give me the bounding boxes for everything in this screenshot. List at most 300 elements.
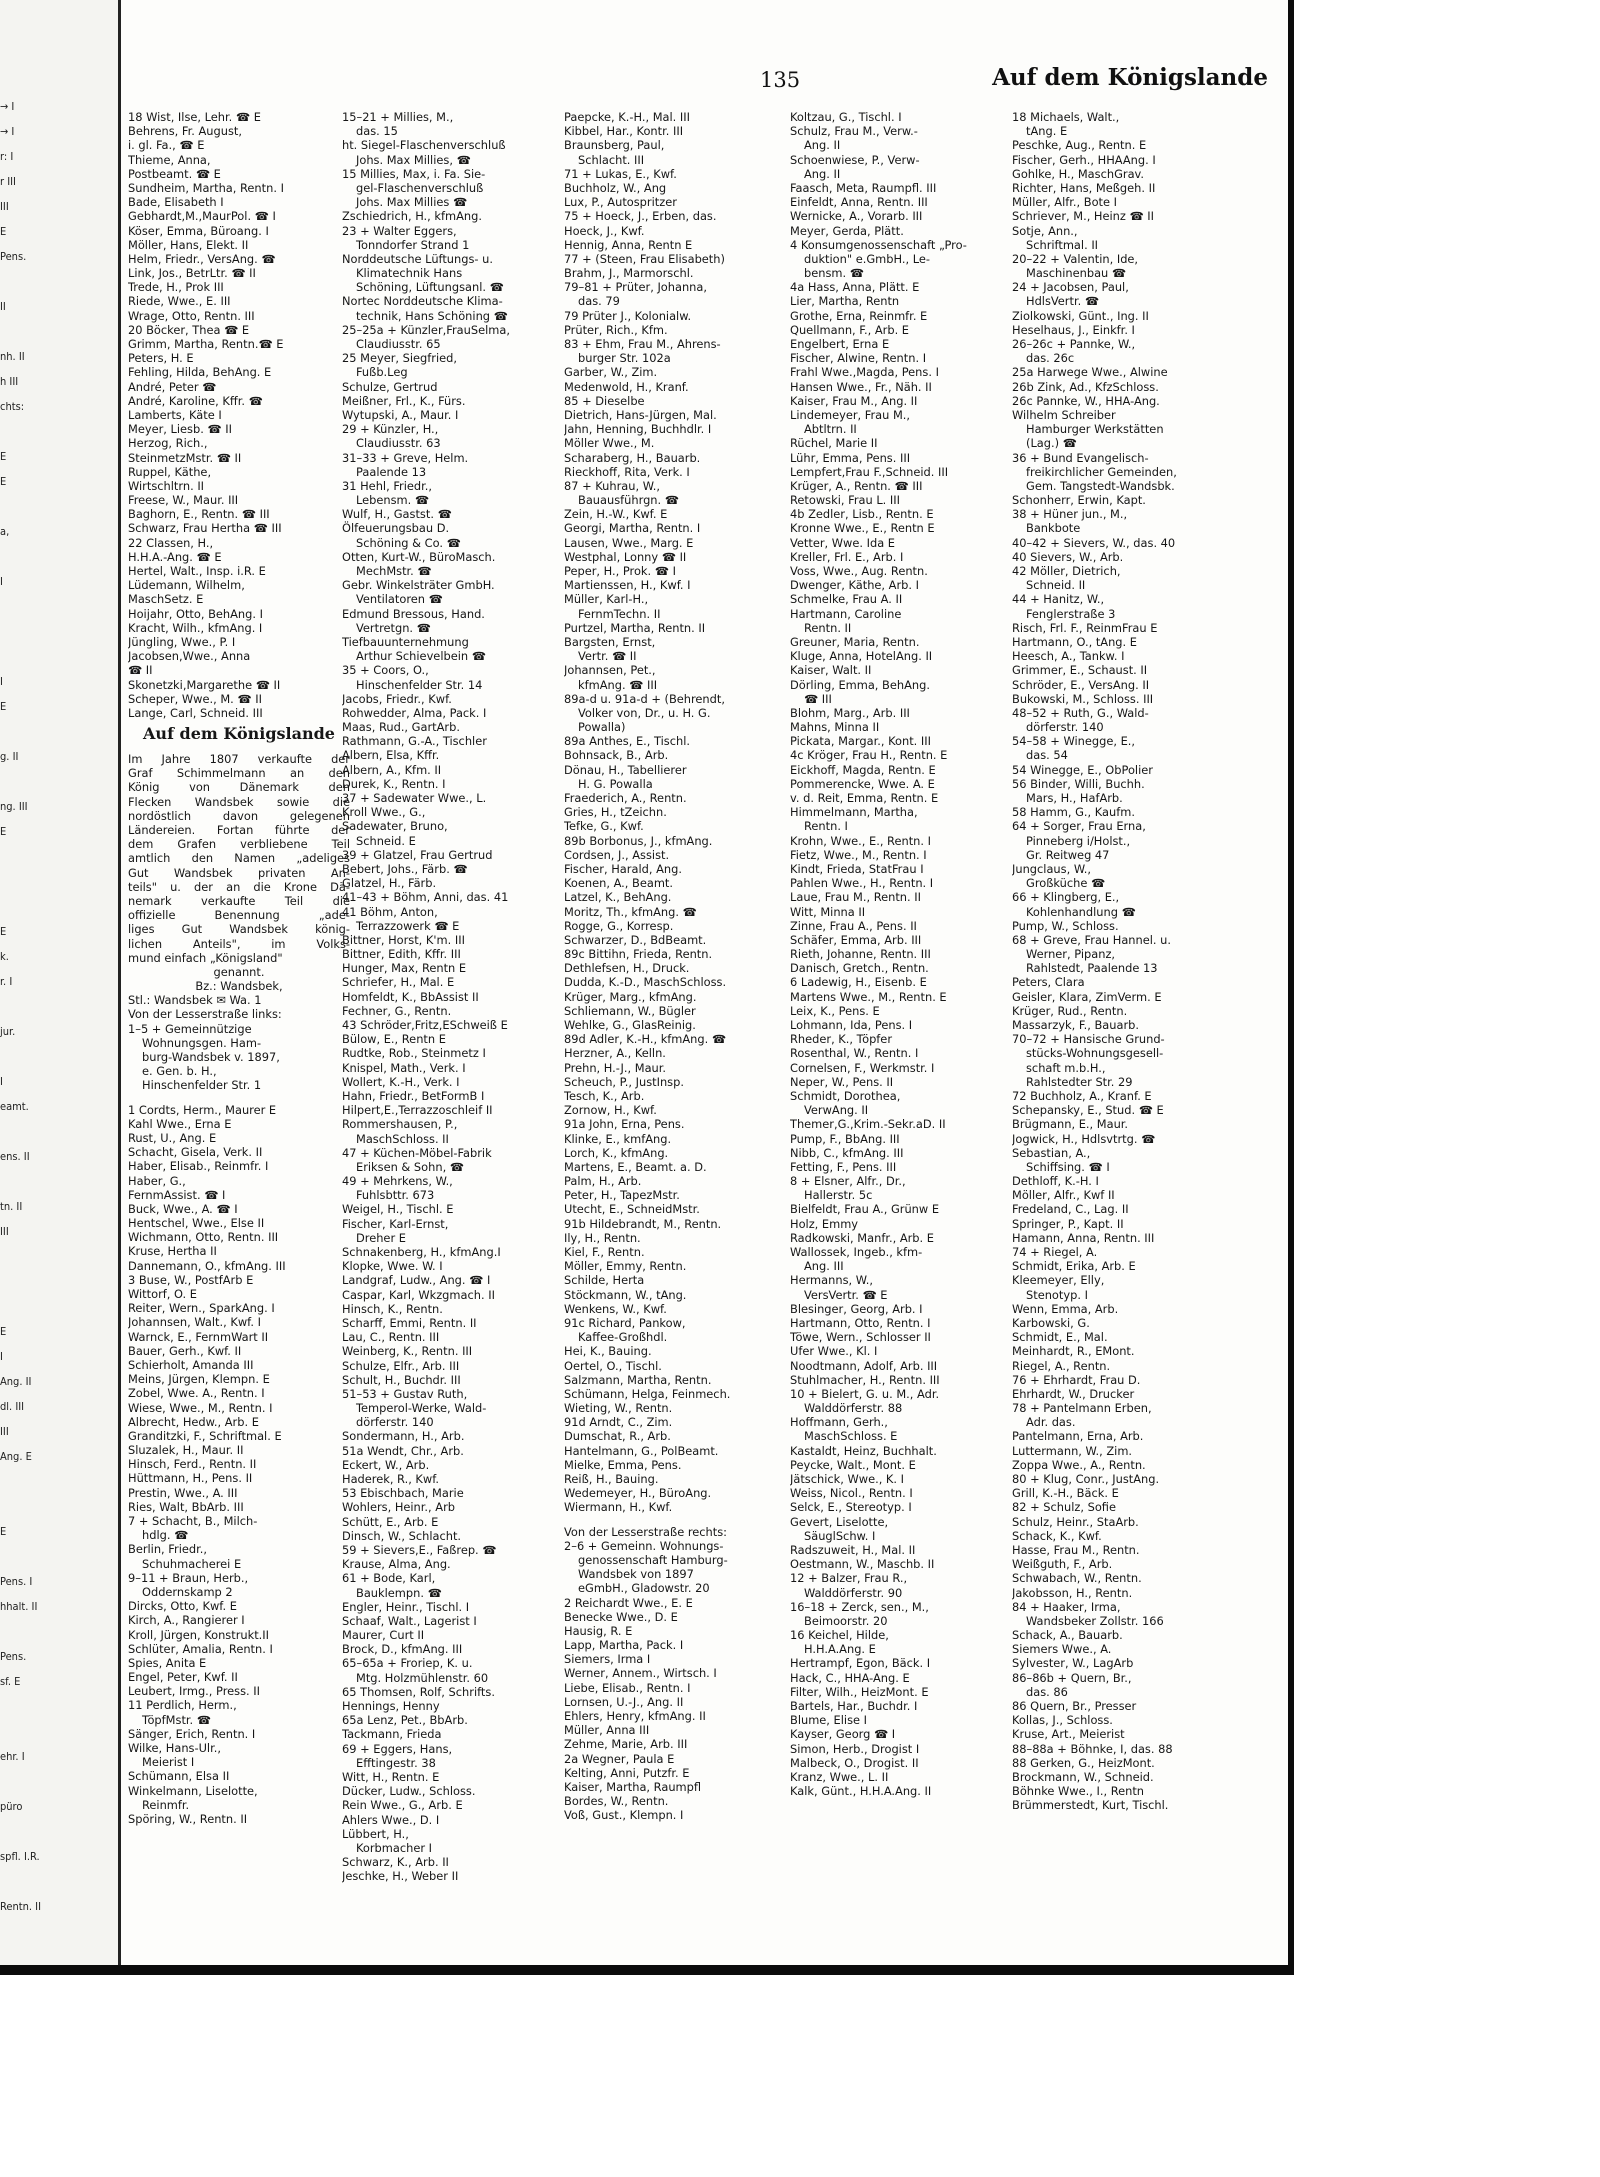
directory-entry: Hahn, Friedr., BetFormB I <box>342 1088 485 1103</box>
directory-entry: Meierist I <box>142 1755 195 1770</box>
directory-entry: Jüngling, Wwe., P. I <box>128 634 236 649</box>
directory-entry: Schulz, Frau M., Verw.- <box>790 124 918 139</box>
directory-entry: Schepansky, E., Stud. ☎ E <box>1012 1103 1164 1118</box>
directory-entry: Maas, Rud., GartArb. <box>342 720 460 735</box>
directory-entry: 54–58 + Winegge, E., <box>1012 734 1136 749</box>
margin-fragment: h III <box>0 375 19 388</box>
directory-entry: Wilhelm Schreiber <box>1012 407 1116 422</box>
directory-entry: nemark verkaufte Teil die <box>128 893 350 908</box>
margin-fragment: → I <box>0 100 15 113</box>
directory-entry: Wirtschltrn. II <box>128 478 205 493</box>
directory-entry: 53 Ebischbach, Marie <box>342 1486 464 1501</box>
directory-entry: Jätschick, Wwe., K. I <box>790 1472 905 1486</box>
directory-entry: Weigel, H., Tischl. E <box>342 1202 454 1217</box>
directory-entry: Hantelmann, G., PolBeamt. <box>564 1443 719 1458</box>
directory-entry: Blesinger, Georg, Arb. I <box>790 1301 923 1316</box>
directory-entry: Bankbote <box>1026 521 1081 536</box>
directory-entry: Holz, Emmy <box>790 1216 859 1231</box>
directory-entry: offizielle Benennung „ade- <box>128 908 350 923</box>
directory-entry: André, Peter ☎ <box>128 379 217 394</box>
directory-entry: v. d. Reit, Emma, Rentn. E <box>790 791 939 805</box>
directory-entry: Klimatechnik Hans <box>356 266 463 281</box>
directory-entry: Zschiedrich, H., kfmAng. <box>342 209 482 224</box>
directory-entry: Fischer, Alwine, Rentn. I <box>790 351 927 366</box>
directory-entry: Medenwold, H., Kranf. <box>564 379 689 394</box>
directory-entry: Kaiser, Martha, Raumpfl <box>564 1779 702 1794</box>
directory-entry: VersVertr. ☎ E <box>804 1287 888 1302</box>
column-1 <box>128 110 350 1826</box>
directory-entry: amtlich den Namen „adeliges <box>128 851 350 866</box>
directory-entry: Ahlers Wwe., D. I <box>342 1812 440 1827</box>
directory-entry: Simon, Herb., Drogist I <box>790 1741 920 1756</box>
directory-entry: Richter, Hans, Meßgeh. II <box>1012 180 1156 195</box>
margin-fragment: ehr. I <box>0 1750 25 1763</box>
directory-entry: Lamberts, Käte I <box>128 407 222 422</box>
directory-entry: 91c Richard, Pankow, <box>564 1315 686 1330</box>
directory-entry: Riede, Wwe., E. III <box>128 294 231 309</box>
directory-entry: Hennig, Anna, Rentn E <box>564 237 693 252</box>
directory-entry: 61 + Bode, Karl, <box>342 1571 436 1586</box>
directory-entry: 7 + Schacht, B., Milch- <box>128 1514 258 1528</box>
directory-entry: Mtg. Holzmühlenstr. 60 <box>356 1670 489 1685</box>
directory-entry: Krüger, A., Rentn. ☎ III <box>790 478 923 493</box>
directory-entry: Krause, Alma, Ang. <box>342 1557 451 1572</box>
directory-entry: 22 Classen, H., <box>128 535 214 550</box>
directory-entry: Sebastian, A., <box>1012 1145 1091 1160</box>
directory-entry: Massarzyk, F., Bauarb. <box>1012 1018 1140 1032</box>
directory-entry: 20 Böcker, Thea ☎ E <box>128 322 250 337</box>
directory-entry: Fischer, Gerh., HHAAng. I <box>1012 152 1156 167</box>
directory-entry: 83 + Ehm, Frau M., Ahrens- <box>564 337 721 351</box>
directory-entry: Jogwick, H., Hdlsvtrtg. ☎ <box>1012 1131 1156 1146</box>
directory-entry: Brügmann, E., Maur. <box>1012 1117 1129 1132</box>
directory-entry: 88 Gerken, G., HeizMont. <box>1012 1755 1155 1770</box>
directory-entry: 18 Wist, Ilse, Lehr. ☎ E <box>128 110 261 124</box>
margin-fragment: k. <box>0 950 9 963</box>
directory-entry: Hartmann, Caroline <box>790 606 902 621</box>
directory-entry: Bade, Elisabeth I <box>128 195 224 210</box>
directory-entry: Johs. Max Millies, ☎ <box>356 152 471 167</box>
directory-entry: 31–33 + Greve, Helm. <box>342 450 469 465</box>
directory-entry: Möller, Alfr., Kwf II <box>1012 1188 1115 1203</box>
section-heading: Auf dem Königslande <box>143 724 335 744</box>
directory-entry: Themer,G.,Krim.-Sekr.aD. II <box>790 1117 946 1132</box>
directory-entry: Martens, E., Beamt. a. D. <box>564 1159 707 1174</box>
directory-entry: 8 + Elsner, Alfr., Dr., <box>790 1174 906 1189</box>
directory-entry: 31 Hehl, Friedr., <box>342 478 433 493</box>
directory-entry: Wenn, Emma, Arb. <box>1012 1301 1119 1316</box>
directory-entry: Dinsch, W., Schlacht. <box>342 1528 462 1543</box>
margin-fragment: tn. II <box>0 1200 23 1213</box>
directory-entry: Krohn, Wwe., E., Rentn. I <box>790 833 931 848</box>
directory-entry: Kollas, J., Schloss. <box>1012 1713 1113 1728</box>
directory-entry: Kirch, A., Rangierer I <box>128 1613 245 1628</box>
margin-fragment: E <box>0 475 7 488</box>
directory-entry: Gohlke, H., MaschGrav. <box>1012 166 1145 181</box>
directory-entry: burg-Wandsbek v. 1897, <box>142 1050 280 1064</box>
directory-entry: Schlacht. III <box>578 152 645 167</box>
directory-entry: Koltzau, G., Tischl. I <box>790 110 902 124</box>
margin-fragment: E <box>0 450 7 463</box>
column-3 <box>564 110 786 1823</box>
directory-entry: Liebe, Elisab., Rentn. I <box>564 1680 691 1695</box>
directory-entry: nordöstlich davon gelegenen <box>128 808 350 823</box>
directory-entry: Faasch, Meta, Raumpfl. III <box>790 180 937 195</box>
directory-entry: Kruse, Art., Meierist <box>1012 1727 1125 1742</box>
margin-fragment: ng. III <box>0 800 28 813</box>
margin-fragment: III <box>0 200 9 213</box>
directory-entry: Tesch, K., Arb. <box>564 1088 645 1103</box>
directory-entry: Dönau, H., Tabellierer <box>564 762 687 777</box>
margin-fragment: II <box>0 300 6 313</box>
directory-entry: FernmAssist. ☎ I <box>128 1187 226 1202</box>
directory-entry: Jeschke, H., Weber II <box>342 1869 459 1884</box>
directory-entry: 44 + Hanitz, W., <box>1012 592 1105 607</box>
directory-entry: Bebert, Johs., Färb. ☎ <box>342 861 468 876</box>
directory-entry: Haber, Elisab., Reinmfr. I <box>128 1159 269 1174</box>
directory-entry: Haderek, R., Kwf. <box>342 1472 440 1486</box>
directory-entry: Ziolkowski, Günt., Ing. II <box>1012 308 1149 323</box>
directory-entry: 3 Buse, W., PostfArb E <box>128 1272 254 1287</box>
directory-entry: Martens Wwe., M., Rentn. E <box>790 989 947 1004</box>
directory-entry: Lange, Carl, Schneid. III <box>128 705 263 720</box>
directory-entry: Schwarz, Frau Hertha ☎ III <box>128 521 282 536</box>
directory-entry: Adr. das. <box>1026 1415 1076 1430</box>
directory-entry: Palm, H., Arb. <box>564 1174 642 1189</box>
directory-entry: Gut Wandsbek privaten An- <box>128 865 350 880</box>
directory-entry: 86–86b + Quern, Br., <box>1012 1670 1132 1685</box>
directory-entry: Zobel, Wwe. A., Rentn. I <box>128 1386 265 1401</box>
directory-entry: Stuhlmacher, H., Rentn. III <box>790 1372 940 1387</box>
directory-entry: Durek, K., Rentn. I <box>342 776 446 791</box>
directory-entry: Schriever, M., Heinz ☎ II <box>1012 209 1155 224</box>
directory-entry: 2a Wegner, Paula E <box>564 1751 675 1766</box>
directory-entry: Schaaf, Walt., Lagerist I <box>342 1613 477 1628</box>
directory-entry: Oestmann, W., Maschb. II <box>790 1557 935 1572</box>
directory-entry: Lornsen, U.-J., Ang. II <box>564 1694 684 1709</box>
directory-entry: Zoppa Wwe., A., Rentn. <box>1012 1457 1146 1472</box>
directory-entry: Latzel, K., BehAng. <box>564 890 672 905</box>
directory-entry: Stenotyp. I <box>1026 1287 1088 1302</box>
directory-entry: Hallerstr. 5c <box>804 1188 873 1203</box>
directory-entry: dörferstr. 140 <box>1026 720 1104 735</box>
margin-fragment: E <box>0 700 7 713</box>
directory-entry: 86 Quern, Br., Presser <box>1012 1699 1137 1713</box>
directory-entry: Peter, H., TapezMstr. <box>564 1188 680 1203</box>
directory-entry: Wandsbeker Zollstr. 166 <box>1026 1613 1164 1628</box>
directory-entry: Schwabach, W., Rentn. <box>1012 1571 1142 1586</box>
directory-entry: H.H.A.-Ang. ☎ E <box>128 549 222 564</box>
directory-entry: genannt. <box>213 964 265 979</box>
directory-entry: Dücker, Ludw., Schloss. <box>342 1784 476 1799</box>
directory-entry: Cornelsen, F., Werkmstr. I <box>790 1060 935 1075</box>
directory-entry: Hamburger Werkstätten <box>1026 422 1164 437</box>
directory-entry: 4c Kröger, Frau H., Rentn. E <box>790 748 948 763</box>
directory-entry: Wrage, Otto, Rentn. III <box>128 308 255 323</box>
directory-entry: Greuner, Maria, Rentn. <box>790 634 920 649</box>
directory-entry: Riegel, A., Rentn. <box>1012 1358 1111 1373</box>
directory-entry: bensm. ☎ <box>804 266 864 281</box>
directory-entry: Buck, Wwe., A. ☎ I <box>128 1201 238 1216</box>
directory-entry: Rheder, K., Töpfer <box>790 1032 893 1047</box>
directory-entry: Westphal, Lonny ☎ II <box>564 549 687 564</box>
directory-entry: Wehlke, G., GlasReinig. <box>564 1018 696 1032</box>
directory-entry: Efftingestr. 38 <box>356 1755 436 1770</box>
directory-entry: 18 Michaels, Walt., <box>1012 110 1120 124</box>
directory-entry: Scharff, Emmi, Rentn. II <box>342 1315 477 1330</box>
directory-entry: Brock, D., kfmAng. III <box>342 1642 463 1657</box>
directory-entry: Möller, Emmy, Rentn. <box>564 1259 687 1274</box>
directory-entry: Bittner, Horst, K'm. III <box>342 932 465 947</box>
previous-page-margin <box>0 0 120 1965</box>
directory-entry: 88–88a + Böhnke, I, das. 88 <box>1012 1741 1173 1756</box>
directory-entry: Braunsberg, Paul, <box>564 138 665 153</box>
directory-entry: Fehling, Hilda, BehAng. E <box>128 365 272 380</box>
directory-entry: 89d Adler, K.-H., kfmAng. ☎ <box>564 1032 727 1047</box>
directory-entry: Benecke Wwe., D. E <box>564 1609 678 1624</box>
directory-entry: Müller, Karl-H., <box>564 592 649 607</box>
directory-entry: 41–43 + Böhm, Anni, das. 41 <box>342 890 509 905</box>
directory-entry: Rommershausen, P., <box>342 1117 458 1132</box>
directory-entry: Dannemann, O., kfmAng. III <box>128 1258 286 1273</box>
directory-entry: 59 + Sievers,E., Faßrep. ☎ <box>342 1542 497 1557</box>
margin-fragment: E <box>0 1525 7 1538</box>
directory-entry: Tackmann, Frieda <box>342 1727 442 1742</box>
directory-entry: Töwe, Wern., Schlosser II <box>790 1330 931 1345</box>
directory-entry: Schöning & Co. ☎ <box>356 535 461 550</box>
directory-entry: Schmidt, E., Mal. <box>1012 1330 1108 1345</box>
directory-entry: Schack, A., Bauarb. <box>1012 1628 1123 1643</box>
directory-entry: Wandsbek von 1897 <box>578 1567 694 1582</box>
directory-entry: Schneid. II <box>1026 578 1086 593</box>
directory-entry: Norddeutsche Lüftungs- u. <box>342 251 493 266</box>
directory-entry: Hinsch, K., Rentn. <box>342 1301 443 1316</box>
directory-entry: Oddernskamp 2 <box>142 1584 233 1599</box>
directory-entry: 65–65a + Froriep, K. u. <box>342 1656 473 1671</box>
directory-entry: Paalende 13 <box>356 464 427 479</box>
directory-entry: Ländereien. Fortan führte der <box>128 823 350 837</box>
directory-entry: Ries, Walt, BbArb. III <box>128 1499 244 1514</box>
directory-entry: 6 Ladewig, H., Eisenb. E <box>790 975 927 990</box>
directory-entry: Dwenger, Käthe, Arb. I <box>790 578 919 593</box>
directory-entry: 56 Binder, Willi, Buchh. <box>1012 776 1145 791</box>
directory-entry: Prestin, Wwe., A. III <box>128 1485 238 1500</box>
directory-entry: Lübbert, H., <box>342 1826 409 1841</box>
directory-entry: 40 Sievers, W., Arb. <box>1012 549 1124 564</box>
directory-entry: Lempfert,Frau F.,Schneid. III <box>790 464 949 479</box>
directory-entry: Wytupski, A., Maur. I <box>342 407 459 422</box>
directory-entry: Hinschenfelder Str. 14 <box>356 677 483 692</box>
directory-entry: Schacht, Gisela, Verk. II <box>128 1145 263 1160</box>
directory-entry: 24 + Jacobsen, Paul, <box>1012 280 1129 295</box>
directory-entry: Hei, K., Bauing. <box>564 1344 652 1359</box>
directory-entry: Schmidt, Erika, Arb. E <box>1012 1259 1136 1274</box>
directory-entry: Dudda, K.-D., MaschSchloss. <box>564 975 727 990</box>
directory-entry: Jahn, Henning, Buchhdlr. I <box>564 422 712 437</box>
directory-entry: Fischer, Karl-Ernst, <box>342 1216 449 1231</box>
directory-entry: Hoffmann, Gerh., <box>790 1415 888 1430</box>
directory-entry: MechMstr. ☎ <box>356 564 432 578</box>
directory-entry: 89a-d u. 91a-d + (Behrendt, <box>564 691 725 706</box>
directory-entry: Homfeldt, K., BbAssist II <box>342 989 479 1004</box>
directory-entry: 25 Meyer, Siegfried, <box>342 351 457 366</box>
directory-entry: Landgraf, Ludw., Ang. ☎ I <box>342 1273 491 1288</box>
directory-entry: Peycke, Walt., Mont. E <box>790 1457 916 1472</box>
directory-entry: Voss, Wwe., Aug. Rentn. <box>790 564 928 578</box>
directory-entry: Brahm, J., Marmorschl. <box>564 266 694 281</box>
directory-entry: Freese, W., Maur. III <box>128 493 239 508</box>
page-title: Auf dem Königslande <box>992 64 1268 91</box>
directory-entry: Klinke, E., kmfAng. <box>564 1131 672 1146</box>
directory-entry: Hartmann, Otto, Rentn. I <box>790 1315 931 1330</box>
directory-entry: Zein, H.-W., Kwf. E <box>564 507 668 522</box>
directory-entry: Schümann, Elsa II <box>128 1769 230 1784</box>
directory-entry: Schliemann, W., Bügler <box>564 1003 696 1018</box>
directory-entry: Ang. II <box>804 138 841 153</box>
directory-entry: Sylvester, W., LagArb <box>1012 1656 1134 1671</box>
directory-entry: Rathmann, G.-A., Tischler <box>342 734 487 749</box>
directory-entry: Rogge, G., Korresp. <box>564 918 674 933</box>
directory-entry: Rahlstedt, Paalende 13 <box>1026 961 1158 976</box>
directory-entry: Lausen, Wwe., Marg. E <box>564 535 694 550</box>
directory-entry: Kindt, Frieda, StatFrau I <box>790 861 924 876</box>
margin-fragment: r: I <box>0 150 14 163</box>
directory-entry: 65a Lenz, Pet., BbArb. <box>342 1713 468 1728</box>
directory-entry: 1–5 + Gemeinnützige <box>128 1021 252 1036</box>
directory-entry: Wollert, K.-H., Verk. I <box>342 1074 460 1089</box>
directory-entry: Möller, Hans, Elekt. II <box>128 237 249 252</box>
directory-entry: Flecken Wandsbek sowie die <box>128 794 350 809</box>
directory-entry: 35 + Coors, O., <box>342 663 429 678</box>
directory-entry: Vetter, Wwe. Ida E <box>790 535 895 550</box>
directory-entry: 12 + Balzer, Frau R., <box>790 1571 908 1586</box>
directory-entry: Springer, P., Kapt. II <box>1012 1216 1124 1231</box>
directory-entry: Hamann, Anna, Rentn. III <box>1012 1230 1155 1245</box>
directory-entry: Schmidt, Dorothea, <box>790 1088 901 1103</box>
directory-entry: Kranz, Wwe., L. II <box>790 1769 889 1784</box>
directory-entry: Bukowski, M., Schloss. III <box>1012 691 1154 706</box>
directory-entry: Blume, Elise I <box>790 1713 867 1728</box>
directory-entry: Rentn. II <box>804 620 852 635</box>
directory-entry: Garber, W., Zim. <box>564 365 658 380</box>
directory-entry: Hack, C., HHA-Ang. E <box>790 1670 910 1685</box>
directory-entry: Schonherr, Erwin, Kapt. <box>1012 493 1146 508</box>
directory-entry: Dörling, Emma, BehAng. <box>790 677 930 692</box>
directory-entry: Sluzalek, H., Maur. II <box>128 1443 244 1458</box>
directory-entry: Helm, Friedr., VersAng. ☎ <box>128 251 276 266</box>
directory-entry: Tefke, G., Kwf. <box>564 819 644 834</box>
directory-entry: Gem. Tangstedt-Wandsbk. <box>1026 478 1175 493</box>
margin-fragment: chts: <box>0 400 25 413</box>
directory-entry: 89c Bittihn, Frieda, Rentn. <box>564 947 713 962</box>
directory-entry: 4 Konsumgenossenschaft „Pro- <box>790 237 967 252</box>
directory-entry: 15 Millies, Max, i. Fa. Sie- <box>342 166 486 181</box>
directory-entry: 89b Borbonus, J., kfmAng. <box>564 833 713 848</box>
directory-entry: 37 + Sadewater Wwe., L. <box>342 791 487 805</box>
directory-entry: 1 Cordts, Herm., Maurer E <box>128 1102 277 1117</box>
directory-entry: Johannsen, Walt., Kwf. I <box>128 1315 261 1330</box>
directory-entry: Ehrhardt, W., Drucker <box>1012 1386 1135 1401</box>
directory-entry: Schack, K., Kwf. <box>1012 1528 1102 1543</box>
directory-entry: Hüttmann, H., Pens. II <box>128 1471 253 1486</box>
directory-entry: Schoenwiese, P., Verw- <box>790 152 920 167</box>
directory-entry: Dethloff, K.-H. I <box>1012 1174 1099 1189</box>
directory-entry: Grothe, Erna, Reinmfr. E <box>790 308 928 323</box>
directory-entry: FernmTechn. II <box>578 606 661 621</box>
directory-entry: Vertretgn. ☎ <box>356 620 431 635</box>
directory-entry: Johs. Max Millies ☎ <box>356 195 468 210</box>
directory-entry: Kroll Wwe., G., <box>342 805 426 820</box>
directory-entry: Luttermann, W., Zim. <box>1012 1443 1133 1458</box>
directory-entry: Weiss, Nicol., Rentn. I <box>790 1486 913 1501</box>
directory-entry: Claudiusstr. 65 <box>356 337 441 351</box>
directory-entry: Pump, F., BbAng. III <box>790 1131 900 1146</box>
directory-entry: 41 Böhm, Anton, <box>342 904 438 919</box>
directory-entry: Berlin, Friedr., <box>128 1542 207 1557</box>
page-header <box>120 58 1288 98</box>
directory-entry: Wernicke, A., Vorarb. III <box>790 209 923 224</box>
margin-fragment: III <box>0 1425 9 1438</box>
directory-entry: Sondermann, H., Arb. <box>342 1429 465 1444</box>
directory-entry: 16 Keichel, Hilde, <box>790 1628 889 1643</box>
directory-entry: 69 + Eggers, Hans, <box>342 1741 453 1756</box>
directory-entry: Wilke, Hans-Ulr., <box>128 1741 221 1755</box>
directory-entry: Hinschenfelder Str. 1 <box>142 1078 262 1093</box>
directory-entry: Fietz, Wwe., M., Rentn. I <box>790 847 927 862</box>
directory-entry: Fuhlsbttr. 673 <box>356 1188 435 1203</box>
margin-fragment: nh. II <box>0 350 25 363</box>
directory-entry: Schäfer, Emma, Arb. III <box>790 932 922 947</box>
directory-entry: 89a Anthes, E., Tischl. <box>564 734 691 749</box>
directory-entry: Rosenthal, W., Rentn. I <box>790 1046 919 1061</box>
directory-entry: Meißner, Frl., K., Fürs. <box>342 393 466 408</box>
directory-entry: Schütt, E., Arb. E <box>342 1514 439 1529</box>
directory-entry: Siemers Wwe., A. <box>1012 1642 1112 1657</box>
directory-entry: Jacobs, Friedr., Kwf. <box>342 691 452 706</box>
directory-entry: Hennings, Henny <box>342 1699 440 1713</box>
directory-entry: Hertel, Walt., Insp. i.R. E <box>128 564 266 578</box>
directory-entry: Müller, Anna III <box>564 1723 650 1738</box>
directory-entry: 25a Harwege Wwe., Alwine <box>1012 365 1168 380</box>
directory-entry: Karbowski, G. <box>1012 1315 1090 1330</box>
directory-entry: Wiese, Wwe., M., Rentn. I <box>128 1400 273 1415</box>
directory-entry: 77 + (Steen, Frau Elisabeth) <box>564 251 725 266</box>
directory-entry: Graf Schimmelmann an den <box>128 766 350 781</box>
directory-entry: schaft m.b.H., <box>1026 1060 1106 1075</box>
margin-fragment: → I <box>0 125 15 138</box>
directory-entry: MaschSchloss. II <box>356 1131 449 1146</box>
directory-entry: 47 + Küchen-Möbel-Fabrik <box>342 1145 492 1160</box>
directory-entry: Fechner, G., Rentn. <box>342 1003 452 1018</box>
directory-entry: Tonndorfer Strand 1 <box>356 237 470 252</box>
directory-entry: (Lag.) ☎ <box>1026 436 1077 451</box>
directory-entry: 26–26c + Pannke, W., <box>1012 337 1136 351</box>
directory-entry: Hermanns, W., <box>790 1273 873 1288</box>
directory-entry: Mahns, Minna II <box>790 720 880 735</box>
directory-entry: Knispel, Math., Verk. I <box>342 1060 466 1075</box>
directory-entry: 39 + Glatzel, Frau Gertrud <box>342 847 493 862</box>
directory-entry: Skonetzki,Margarethe ☎ II <box>128 677 281 692</box>
directory-entry: 91d Arndt, C., Zim. <box>564 1415 673 1430</box>
directory-entry: Neper, W., Pens. II <box>790 1074 894 1089</box>
directory-entry: Kaiser, Walt. II <box>790 663 872 678</box>
directory-entry: 91b Hildebrandt, M., Rentn. <box>564 1216 722 1231</box>
directory-entry: Prüter, Rich., Kfm. <box>564 322 668 337</box>
directory-entry: Dumschat, R., Arb. <box>564 1429 671 1444</box>
directory-entry: Haber, G., <box>128 1173 186 1188</box>
directory-entry: Scheuch, P., JustInsp. <box>564 1074 684 1089</box>
directory-entry: Paepcke, K.-H., Mal. III <box>564 110 690 124</box>
